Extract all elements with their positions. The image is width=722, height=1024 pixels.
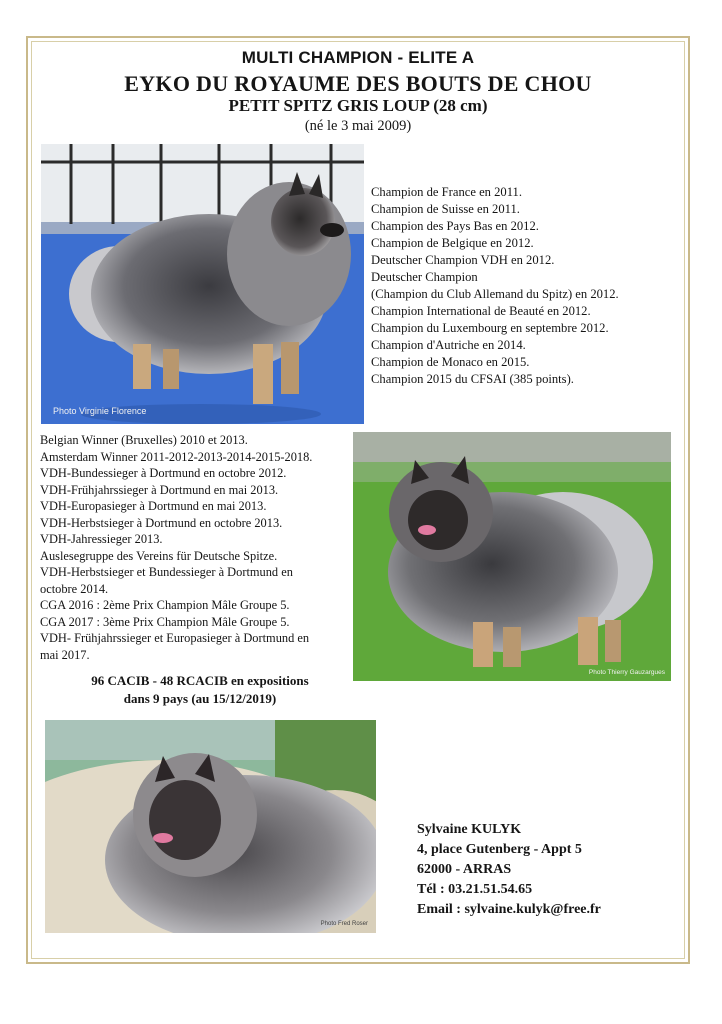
list-item: Champion 2015 du CFSAI (385 points). bbox=[371, 372, 574, 386]
photo-credit-bottom: Photo Fred Roser bbox=[320, 921, 368, 927]
photo-credit-middle: Photo Thierry Gauzargues bbox=[588, 669, 665, 676]
contact-phone: Tél : 03.21.51.54.65 bbox=[417, 882, 533, 897]
list-item: Champion des Pays Bas en 2012. bbox=[371, 219, 539, 233]
list-item: Champion International de Beauté en 2012. bbox=[371, 304, 591, 318]
breed-subtitle: PETIT SPITZ GRIS LOUP (28 cm) bbox=[228, 96, 488, 115]
list-item: CGA 2017 : 3ème Prix Champion Mâle Groupe 5. bbox=[40, 614, 290, 629]
photo-on-grass bbox=[353, 432, 671, 681]
list-item: Champion de Monaco en 2015. bbox=[371, 355, 530, 369]
show-results-summary bbox=[40, 672, 360, 708]
dog-name-title: EYKO DU ROYAUME DES BOUTS DE CHOU bbox=[124, 71, 592, 96]
list-item: Champion de Suisse en 2011. bbox=[371, 202, 520, 216]
photo-on-rock bbox=[45, 720, 376, 933]
list-item: VDH- Frühjahrssieger et Europasieger à Dortmund en bbox=[40, 631, 310, 645]
contact-block bbox=[417, 820, 601, 920]
dog-photo-blue-carpet bbox=[41, 144, 364, 424]
list-item: Deutscher Champion bbox=[371, 270, 478, 284]
photo-show-stance bbox=[41, 144, 364, 424]
contact-city: 62000 - ARRAS bbox=[417, 862, 512, 877]
list-item: VDH-Herbstsieger et Bundessieger à Dortmund en bbox=[40, 565, 293, 579]
list-item: VDH-Europasieger à Dortmund en mai 2013. bbox=[40, 499, 267, 513]
contact-email[interactable]: Email : sylvaine.kulyk@free.fr bbox=[417, 902, 601, 917]
list-item: Deutscher Champion VDH en 2012. bbox=[371, 253, 555, 267]
list-item: Champion de France en 2011. bbox=[371, 185, 522, 199]
dog-photo-grass bbox=[353, 432, 671, 681]
list-item: Auslesegruppe des Vereins für Deutsche Spitze. bbox=[40, 548, 278, 563]
list-item: Champion d'Autriche en 2014. bbox=[371, 338, 526, 352]
dog-photo-rock bbox=[45, 720, 376, 933]
championship-list bbox=[371, 184, 681, 388]
list-item: Champion du Luxembourg en septembre 2012. bbox=[371, 321, 609, 335]
summary-countries: dans 9 pays (au 15/12/2019) bbox=[123, 691, 277, 706]
list-item: Amsterdam Winner 2011-2012-2013-2014-2015-2018. bbox=[40, 449, 313, 464]
list-item: VDH-Frühjahrssieger à Dortmund en mai 2013. bbox=[40, 482, 279, 497]
contact-address: 4, place Gutenberg - Appt 5 bbox=[417, 842, 582, 857]
list-item: Belgian Winner (Bruxelles) 2010 et 2013. bbox=[40, 433, 248, 447]
photo-credit-top: Photo Virginie Florence bbox=[53, 406, 147, 416]
list-item: mai 2017. bbox=[40, 647, 90, 662]
summary-cacib: 96 CACIB - 48 RCACIB en expositions bbox=[91, 673, 309, 688]
list-item: Champion de Belgique en 2012. bbox=[371, 236, 534, 250]
list-item: octobre 2014. bbox=[40, 581, 109, 596]
list-item: VDH-Herbstsieger à Dortmund en octobre 2013. bbox=[40, 515, 283, 530]
birth-date: (né le 3 mai 2009) bbox=[304, 118, 412, 134]
list-item: CGA 2016 : 2ème Prix Champion Mâle Groupe 5. bbox=[40, 598, 290, 612]
list-item: VDH-Bundessieger à Dortmund en octobre 2012. bbox=[40, 466, 287, 480]
list-item: (Champion du Club Allemand du Spitz) en 2012. bbox=[371, 287, 619, 301]
title-multi-champion: MULTI CHAMPION - ELITE A bbox=[241, 48, 475, 67]
contact-name: Sylvaine KULYK bbox=[417, 822, 522, 837]
list-item: VDH-Jahressieger 2013. bbox=[40, 532, 163, 546]
winner-titles-list bbox=[40, 432, 340, 663]
